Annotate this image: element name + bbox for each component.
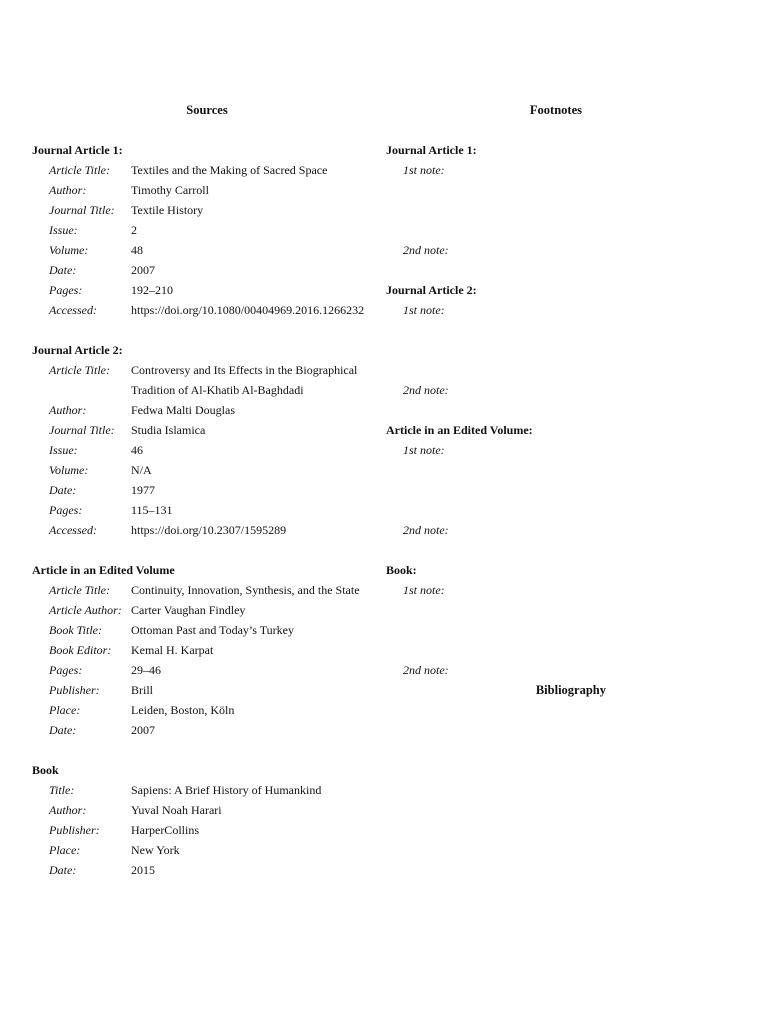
field-value: N/A [131,463,152,477]
source-book [32,760,372,880]
field-label: Volume: [49,463,89,477]
field-label: Title: [49,783,75,797]
field-value: 2 [131,223,137,237]
field-label: Article Author: [49,603,122,617]
field-label: Journal Title: [49,203,115,217]
source-field-row [32,240,372,260]
footnote-journal-article-1 [386,140,746,280]
first-note-label: 1st note: [403,583,445,597]
field-label: Pages: [49,503,83,517]
source-field-row [32,360,372,400]
field-value: Yuval Noah Harari [131,803,222,817]
source-journal-article-2 [32,340,372,540]
source-field-row [32,840,372,860]
field-value: 1977 [131,483,155,497]
source-field-row [32,800,372,820]
field-value: Kemal H. Karpat [131,643,214,657]
source-field-row [32,580,372,600]
field-label: Article Title: [49,583,110,597]
footnote-edited-volume [386,420,746,560]
field-label: Date: [49,863,77,877]
source-block-title: Book [32,763,59,777]
source-field-row [32,280,372,300]
source-field-row [32,440,372,460]
source-field-row [32,680,372,700]
second-note-label: 2nd note: [403,383,449,397]
field-value: Textile History [131,203,204,217]
source-field-row [32,200,372,220]
second-note-label: 2nd note: [403,523,449,537]
field-label: Publisher: [49,683,100,697]
source-field-row [32,500,372,520]
field-value: Fedwa Malti Douglas [131,403,235,417]
field-label: Date: [49,483,77,497]
field-value: 46 [131,443,143,457]
field-value: Studia Islamica [131,423,206,437]
source-field-row [32,420,372,440]
footnote-block-title: Journal Article 2: [386,283,477,297]
source-field-row [32,220,372,240]
footnote-journal-article-2 [386,280,746,420]
field-label: Author: [49,183,87,197]
field-value-line: Controversy and Its Effects in the Biographical [131,363,358,377]
source-field-row [32,520,372,540]
field-label: Publisher: [49,823,100,837]
field-label: Issue: [49,443,78,457]
footnote-block-title: Book: [386,563,417,577]
source-block-title: Article in an Edited Volume [32,563,175,577]
footnote-block-title: Article in an Edited Volume: [386,423,533,437]
source-field-row [32,480,372,500]
sources-column [32,100,372,880]
field-value: Sapiens: A Brief History of Humankind [131,783,322,797]
field-label: Date: [49,263,77,277]
source-field-row [32,780,372,800]
field-value: https://doi.org/10.2307/1595289 [131,523,287,537]
field-label: Accessed: [49,303,97,317]
bibliography-heading: Bibliography [535,683,606,697]
field-label: Author: [49,403,87,417]
field-value: Ottoman Past and Today’s Turkey [131,623,294,637]
field-value: https://doi.org/10.1080/00404969.2016.1266232 [131,303,365,317]
field-label: Place: [49,703,81,717]
field-label: Issue: [49,223,78,237]
field-value: Timothy Carroll [131,183,209,197]
second-note-label: 2nd note: [403,243,449,257]
field-label: Volume: [49,243,89,257]
source-field-row [32,700,372,720]
field-label: Place: [49,843,81,857]
field-label: Accessed: [49,523,97,537]
source-journal-article-1 [32,140,372,320]
field-value: 115–131 [131,503,173,517]
footnote-book [386,560,746,680]
sources-heading: Sources [186,103,228,117]
second-note-label: 2nd note: [403,663,449,677]
source-field-row [32,820,372,840]
source-field-row [32,860,372,880]
field-label: Article Title: [49,163,110,177]
field-value: New York [131,843,180,857]
source-field-row [32,640,372,660]
source-field-row [32,660,372,680]
field-value-line: Tradition of Al-Khatib Al-Baghdadi [131,383,304,397]
first-note-label: 1st note: [403,163,445,177]
field-value: 2007 [131,263,155,277]
source-field-row [32,160,372,180]
field-value: 192–210 [131,283,173,297]
footnotes-heading: Footnotes [529,103,582,117]
source-block-title: Journal Article 1: [32,143,123,157]
first-note-label: 1st note: [403,303,445,317]
field-label: Pages: [49,283,83,297]
source-field-row [32,460,372,480]
source-field-row [32,180,372,200]
field-value: 48 [131,243,143,257]
footnote-block-title: Journal Article 1: [386,143,477,157]
field-value: 2007 [131,723,155,737]
field-label: Book Editor: [49,643,112,657]
source-field-row [32,720,372,740]
source-block-title: Journal Article 2: [32,343,123,357]
source-field-row [32,400,372,420]
field-label: Book Title: [49,623,102,637]
field-label: Article Title: [49,363,110,377]
field-value: 2015 [131,863,155,877]
field-label: Pages: [49,663,83,677]
field-value: 29–46 [131,663,161,677]
field-label: Author: [49,803,87,817]
field-value: Leiden, Boston, Köln [131,703,235,717]
field-value: Brill [131,683,154,697]
field-label: Journal Title: [49,423,115,437]
field-value: HarperCollins [131,823,199,837]
source-field-row [32,620,372,640]
field-value [131,360,372,400]
source-field-row [32,600,372,620]
field-value: Textiles and the Making of Sacred Space [131,163,328,177]
source-field-row [32,300,372,320]
field-label: Date: [49,723,77,737]
field-value: Continuity, Innovation, Synthesis, and the State [131,583,360,597]
source-field-row [32,260,372,280]
field-value: Carter Vaughan Findley [131,603,246,617]
first-note-label: 1st note: [403,443,445,457]
footnotes-column [386,100,746,700]
source-edited-volume [32,560,372,740]
